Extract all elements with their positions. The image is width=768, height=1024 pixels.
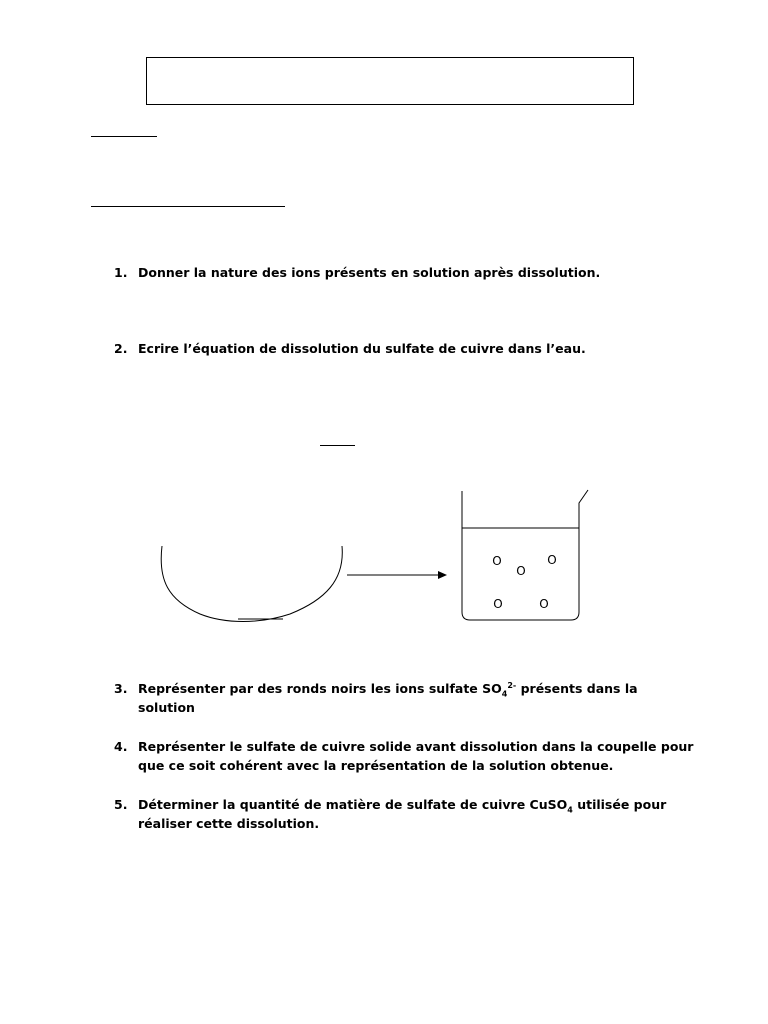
question-3-subscript: 4 <box>501 689 508 699</box>
question-1-text: Donner la nature des ions présents en solution après dissolution. <box>138 265 601 280</box>
heading-underline-short <box>91 136 157 137</box>
question-1 <box>114 263 694 282</box>
question-4-number: 4. <box>114 739 128 754</box>
question-2-text: Ecrire l’équation de dissolution du sulfate de cuivre dans l’eau. <box>138 341 586 356</box>
figure-underline <box>320 445 355 446</box>
question-3-number: 3. <box>114 681 128 696</box>
question-5-text-line2: réaliser cette dissolution. <box>138 816 320 831</box>
ion-marker: O <box>547 553 557 567</box>
question-3-text-start: Représenter par des ronds noirs les ions sulfate SO <box>138 681 502 696</box>
question-4-text: Représenter le sulfate de cuivre solide avant dissolution dans la coupelle pour <box>138 739 694 754</box>
ion-marker: O <box>516 564 526 578</box>
arrow-head-icon <box>438 571 447 579</box>
question-5-text-start: Déterminer la quantité de matière de sulfate de cuivre CuSO <box>138 797 568 812</box>
question-4-text-line2: que ce soit cohérent avec la représentation de la solution obtenue. <box>138 758 614 773</box>
question-3-superscript: 2- <box>507 680 517 690</box>
beaker-icon <box>462 490 588 620</box>
question-5-subscript: 4 <box>567 805 573 815</box>
heading-underline-long <box>91 206 285 207</box>
question-3-text-line2: solution <box>138 700 195 715</box>
question-5 <box>114 795 694 833</box>
question-3-text-end: présents dans la <box>516 681 638 696</box>
ion-marker: O <box>539 597 549 611</box>
title-box <box>146 57 634 105</box>
dish-icon <box>161 546 342 622</box>
ion-marker: O <box>492 554 502 568</box>
question-2 <box>114 339 694 358</box>
question-1-number: 1. <box>114 265 128 280</box>
question-3 <box>114 679 694 717</box>
question-5-number: 5. <box>114 797 128 812</box>
question-4 <box>114 737 694 775</box>
question-2-number: 2. <box>114 341 128 356</box>
question-5-text-end: utilisée pour <box>572 797 667 812</box>
ion-marker: O <box>493 597 503 611</box>
